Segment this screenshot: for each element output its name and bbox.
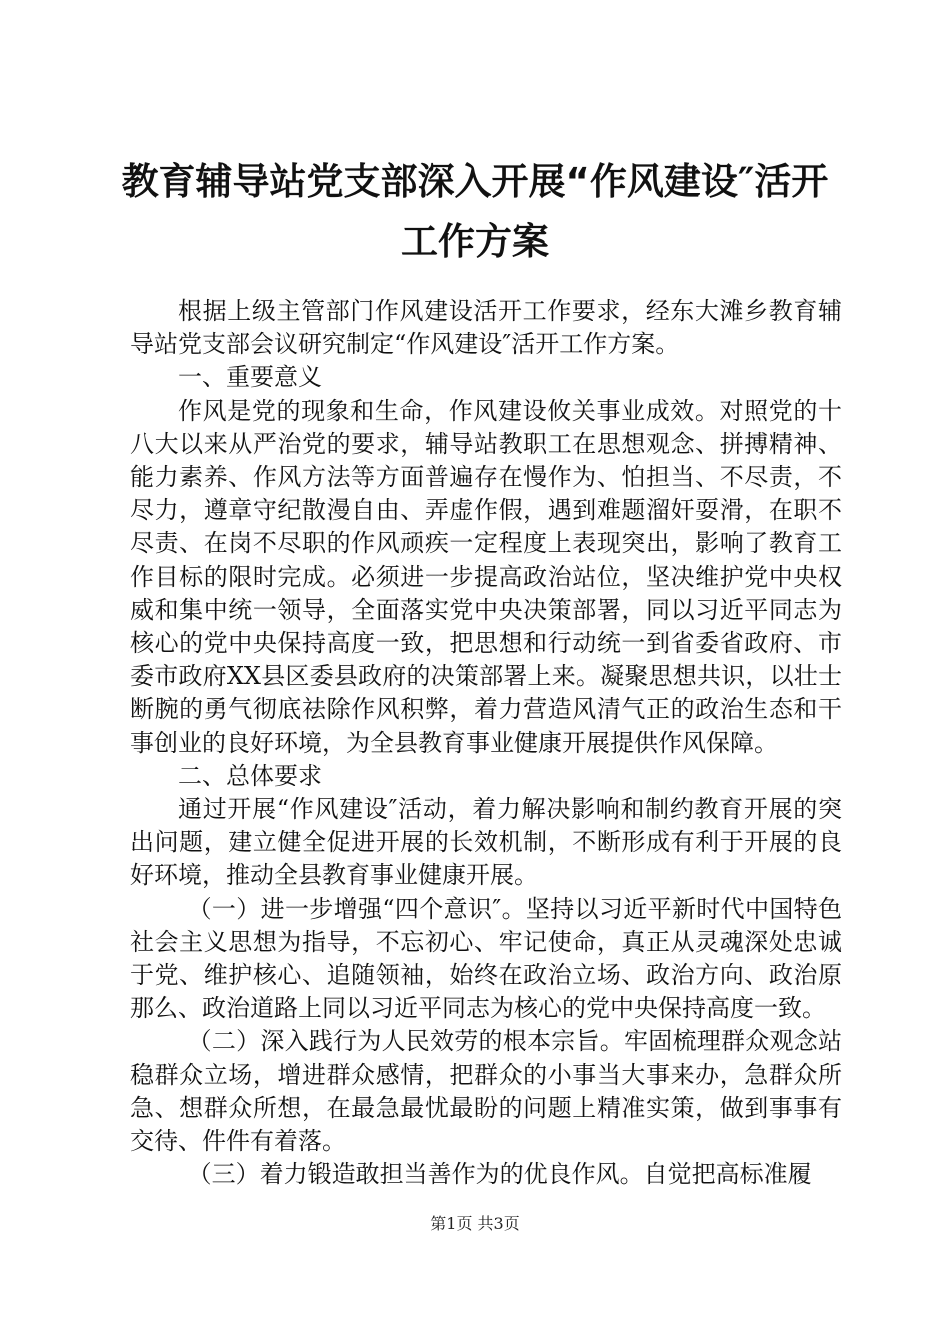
document-body: [130, 295, 842, 1191]
intro-paragraph: 根据上级主管部门作风建设活开工作要求，经东大滩乡教育辅导站党支部会议研究制定“作风建设″活开工作方案。: [130, 297, 842, 359]
requirement-item-2: （二）深入践行为人民效劳的根本宗旨。牢固梳理群众观念站稳群众立场，增进群众感情，把群众的小事当大事来办，急群众所急、想群众所想，在最急最忧最盼的问题上精准实策，做到事事有交待、件件有着落。: [130, 1027, 842, 1156]
requirement-item-3: （三）着力锻造敢担当善作为的优良作风。自觉把高标准履: [187, 1160, 812, 1189]
section-heading-requirements: 二、总体要求: [178, 761, 322, 790]
document-title-line-2: 工作方案: [401, 220, 549, 263]
page-number-footer: 第1页 共3页: [430, 1214, 520, 1233]
requirement-item-1: （一）进一步增强“四个意识″。坚持以习近平新时代中国特色社会主义思想为指导，不忘初心、牢记使命，真正从灵魂深处忠诚于党、维护核心、追随领袖，始终在政治立场、政治方向、政治原那么、政治道路上同以习近平同志为核心的党中央保持高度一致。: [130, 894, 842, 1023]
section-heading-significance: 一、重要意义: [178, 363, 322, 392]
significance-paragraph: 作风是党的现象和生命，作风建设攸关事业成效。对照党的十八大以来从严治党的要求，辅导站教职工在思想观念、拼搏精神、能力素养、作风方法等方面普遍存在慢作为、怕担当、不尽责，不尽力，遵章守纪散漫自由、弄虚作假，遇到难题溜奸耍滑，在职不尽责、在岗不尽职的作风顽疾一定程度上表现突出，影响了教育工作目标的限时完成。必须进一步提高政治站位，坚决维护党中央权威和集中统一领导，全面落实党中央决策部署，同以习近平同志为核心的党中央保持高度一致，把思想和行动统一到省委省政府、市委市政府XX县区委县政府的决策部署上来。凝聚思想共识，以壮士断腕的勇气彻底祛除作风积弊，着力营造风清气正的政治生态和干事创业的良好环境，为全县教育事业健康开展提供作风保障。: [130, 396, 842, 757]
requirements-paragraph: 通过开展“作风建设″活动，着力解决影响和制约教育开展的突出问题，建立健全促进开展的长效机制，不断形成有利于开展的良好环境，推动全县教育事业健康开展。: [130, 795, 842, 890]
document-title-line-1: 教育辅导站党支部深入开展“作风建设″活开: [121, 160, 829, 203]
